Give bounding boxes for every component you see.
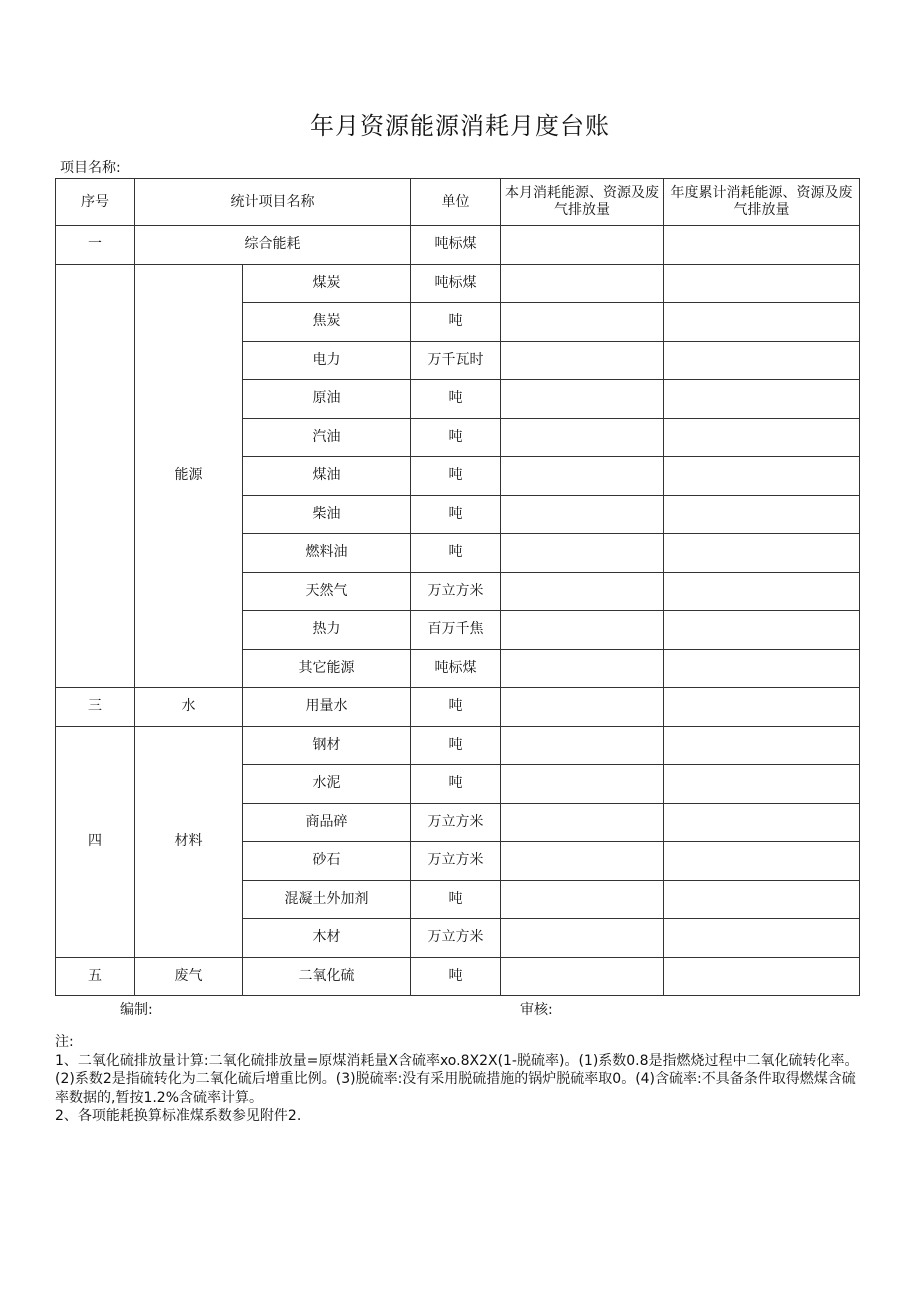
row-name: 电力 xyxy=(243,341,411,380)
row-seq: 四 xyxy=(56,726,135,957)
year-value-cell[interactable] xyxy=(664,264,860,303)
month-value-cell[interactable] xyxy=(501,880,664,919)
month-value-cell[interactable] xyxy=(501,495,664,534)
year-value-cell[interactable] xyxy=(664,226,860,265)
year-value-cell[interactable] xyxy=(664,803,860,842)
row-unit: 吨 xyxy=(411,726,501,765)
month-value-cell[interactable] xyxy=(501,649,664,688)
month-value-cell[interactable] xyxy=(501,842,664,881)
compiled-by-label: 编制: xyxy=(120,1002,153,1018)
header-item: 统计项目名称 xyxy=(135,179,411,226)
row-unit: 吨标煤 xyxy=(411,264,501,303)
year-value-cell[interactable] xyxy=(664,649,860,688)
row-name: 汽油 xyxy=(243,418,411,457)
row-name: 综合能耗 xyxy=(135,226,411,265)
row-unit: 吨标煤 xyxy=(411,226,501,265)
row-unit: 吨 xyxy=(411,418,501,457)
row-unit: 吨 xyxy=(411,495,501,534)
header-unit: 单位 xyxy=(411,179,501,226)
year-value-cell[interactable] xyxy=(664,572,860,611)
row-category: 水 xyxy=(135,688,243,727)
year-value-cell[interactable] xyxy=(664,457,860,496)
header-seq: 序号 xyxy=(56,179,135,226)
month-value-cell[interactable] xyxy=(501,226,664,265)
row-name: 热力 xyxy=(243,611,411,650)
row-category: 能源 xyxy=(135,264,243,688)
row-unit: 吨 xyxy=(411,957,501,996)
row-name: 其它能源 xyxy=(243,649,411,688)
month-value-cell[interactable] xyxy=(501,726,664,765)
month-value-cell[interactable] xyxy=(501,803,664,842)
row-name: 煤炭 xyxy=(243,264,411,303)
year-value-cell[interactable] xyxy=(664,842,860,881)
year-value-cell[interactable] xyxy=(664,418,860,457)
table-row xyxy=(56,688,860,727)
row-name: 砂石 xyxy=(243,842,411,881)
note-line: 2、各项能耗换算标准煤系数参见附件2. xyxy=(55,1108,302,1124)
header-month: 本月消耗能源、资源及废气排放量 xyxy=(501,179,664,226)
table-row xyxy=(56,226,860,265)
row-unit: 吨 xyxy=(411,457,501,496)
month-value-cell[interactable] xyxy=(501,418,664,457)
year-value-cell[interactable] xyxy=(664,534,860,573)
year-value-cell[interactable] xyxy=(664,726,860,765)
month-value-cell[interactable] xyxy=(501,264,664,303)
row-unit: 吨 xyxy=(411,380,501,419)
row-name: 商品碎 xyxy=(243,803,411,842)
project-name-label: 项目名称: xyxy=(60,160,121,176)
reviewed-by-label: 审核: xyxy=(520,1002,553,1018)
row-name: 混凝土外加剂 xyxy=(243,880,411,919)
row-seq: 三 xyxy=(56,688,135,727)
table-row xyxy=(56,726,860,765)
year-value-cell[interactable] xyxy=(664,765,860,804)
ledger-table xyxy=(55,178,860,996)
month-value-cell[interactable] xyxy=(501,765,664,804)
row-name: 用量水 xyxy=(243,688,411,727)
row-name: 柴油 xyxy=(243,495,411,534)
month-value-cell[interactable] xyxy=(501,303,664,342)
row-name: 燃料油 xyxy=(243,534,411,573)
page-title: 年月资源能源消耗月度台账 xyxy=(310,112,610,140)
year-value-cell[interactable] xyxy=(664,880,860,919)
row-category: 废气 xyxy=(135,957,243,996)
row-unit: 万立方米 xyxy=(411,803,501,842)
month-value-cell[interactable] xyxy=(501,572,664,611)
table-header-row xyxy=(56,179,860,226)
row-unit: 吨 xyxy=(411,303,501,342)
row-unit: 万立方米 xyxy=(411,919,501,958)
row-seq: 一 xyxy=(56,226,135,265)
notes-section xyxy=(55,1033,867,1126)
month-value-cell[interactable] xyxy=(501,341,664,380)
row-seq: 五 xyxy=(56,957,135,996)
month-value-cell[interactable] xyxy=(501,534,664,573)
row-name: 二氧化硫 xyxy=(243,957,411,996)
table-row xyxy=(56,957,860,996)
row-unit: 吨 xyxy=(411,688,501,727)
row-category: 材料 xyxy=(135,726,243,957)
row-name: 钢材 xyxy=(243,726,411,765)
year-value-cell[interactable] xyxy=(664,919,860,958)
year-value-cell[interactable] xyxy=(664,303,860,342)
row-name: 焦炭 xyxy=(243,303,411,342)
row-unit: 吨 xyxy=(411,765,501,804)
row-unit: 吨 xyxy=(411,534,501,573)
notes-label: 注: xyxy=(55,1034,74,1050)
month-value-cell[interactable] xyxy=(501,919,664,958)
year-value-cell[interactable] xyxy=(664,957,860,996)
row-name: 水泥 xyxy=(243,765,411,804)
row-name: 木材 xyxy=(243,919,411,958)
year-value-cell[interactable] xyxy=(664,341,860,380)
month-value-cell[interactable] xyxy=(501,611,664,650)
year-value-cell[interactable] xyxy=(664,380,860,419)
row-seq xyxy=(56,264,135,688)
month-value-cell[interactable] xyxy=(501,380,664,419)
year-value-cell[interactable] xyxy=(664,688,860,727)
row-unit: 万立方米 xyxy=(411,572,501,611)
year-value-cell[interactable] xyxy=(664,495,860,534)
row-unit: 万千瓦时 xyxy=(411,341,501,380)
row-unit: 百万千焦 xyxy=(411,611,501,650)
month-value-cell[interactable] xyxy=(501,457,664,496)
row-name: 煤油 xyxy=(243,457,411,496)
header-year: 年度累计消耗能源、资源及废气排放量 xyxy=(664,179,860,226)
row-name: 天然气 xyxy=(243,572,411,611)
row-unit: 万立方米 xyxy=(411,842,501,881)
row-unit: 吨标煤 xyxy=(411,649,501,688)
row-unit: 吨 xyxy=(411,880,501,919)
row-name: 原油 xyxy=(243,380,411,419)
year-value-cell[interactable] xyxy=(664,611,860,650)
month-value-cell[interactable] xyxy=(501,957,664,996)
table-row xyxy=(56,264,860,303)
note-line: 1、二氧化硫排放量计算:二氧化硫排放量=原煤消耗量X含硫率xo.8X2X(1-脱硫率)。(1)系数0.8是指燃烧过程中二氧化硫转化率。(2)系数2是指硫转化为二氧化硫后增重比例。(3)脱硫率:没有采用脱硫措施的锅炉脱硫率取0。(4)含硫率:不具备条件取得燃煤含硫率数据的,暂按1.2%含硫率计算。 xyxy=(55,1052,859,1106)
month-value-cell[interactable] xyxy=(501,688,664,727)
